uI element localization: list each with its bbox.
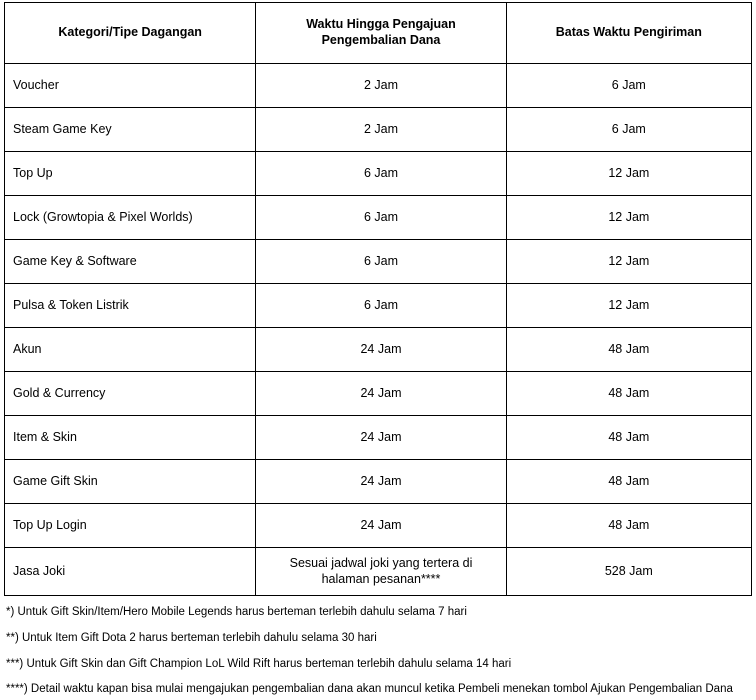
cell-category: Top Up — [5, 152, 256, 196]
footnote-2: **) Untuk Item Gift Dota 2 harus berteman terlebih dahulu selama 30 hari — [6, 631, 377, 644]
cell-refund-window: 2 Jam — [256, 64, 506, 108]
table-row — [5, 240, 752, 284]
table-row — [5, 196, 752, 240]
cell-delivery-deadline: 48 Jam — [506, 504, 751, 548]
cell-delivery-deadline: 48 Jam — [506, 328, 751, 372]
table-row — [5, 504, 752, 548]
footnote-3: ***) Untuk Gift Skin dan Gift Champion LoL Wild Rift harus berteman terlebih dahulu selama 14 hari — [6, 657, 512, 670]
cell-category: Akun — [5, 328, 256, 372]
cell-refund-window: 6 Jam — [256, 240, 506, 284]
cell-refund-window: 2 Jam — [256, 108, 506, 152]
cell-refund-window: Sesuai jadwal joki yang tertera di halaman pesanan**** — [256, 548, 506, 596]
cell-delivery-deadline: 6 Jam — [506, 64, 751, 108]
table-body — [5, 64, 752, 596]
footnote-1: *) Untuk Gift Skin/Item/Hero Mobile Legends harus berteman terlebih dahulu selama 7 hari — [6, 606, 467, 619]
table-row — [5, 152, 752, 196]
cell-category: Game Key & Software — [5, 240, 256, 284]
cell-refund-window: 6 Jam — [256, 152, 506, 196]
cell-delivery-deadline: 48 Jam — [506, 416, 751, 460]
column-header-category: Kategori/Tipe Dagangan — [5, 3, 256, 64]
cell-refund-window: 24 Jam — [256, 416, 506, 460]
cell-category: Lock (Growtopia & Pixel Worlds) — [5, 196, 256, 240]
column-header-refund-window: Waktu Hingga Pengajuan Pengembalian Dana — [256, 3, 506, 64]
table-header-row — [5, 3, 752, 64]
cell-category: Voucher — [5, 64, 256, 108]
table-row — [5, 108, 752, 152]
refund-policy-table — [4, 2, 752, 596]
table-row — [5, 460, 752, 504]
cell-refund-window: 24 Jam — [256, 372, 506, 416]
table-row — [5, 284, 752, 328]
table-row — [5, 548, 752, 596]
refund-policy-document — [0, 2, 756, 700]
column-header-delivery-deadline: Batas Waktu Pengiriman — [506, 3, 751, 64]
cell-delivery-deadline: 528 Jam — [506, 548, 751, 596]
cell-delivery-deadline: 12 Jam — [506, 152, 751, 196]
cell-delivery-deadline: 12 Jam — [506, 196, 751, 240]
cell-category: Jasa Joki — [5, 548, 256, 596]
table-row — [5, 328, 752, 372]
cell-category: Pulsa & Token Listrik — [5, 284, 256, 328]
cell-delivery-deadline: 48 Jam — [506, 460, 751, 504]
footnotes — [6, 604, 746, 698]
cell-category: Game Gift Skin — [5, 460, 256, 504]
cell-delivery-deadline: 12 Jam — [506, 240, 751, 284]
cell-refund-window: 24 Jam — [256, 504, 506, 548]
cell-refund-window: 6 Jam — [256, 196, 506, 240]
footnote-4: ****) Detail waktu kapan bisa mulai mengajukan pengembalian dana akan muncul ketika Pembeli menekan tombol Ajukan Pengembalian Dana — [6, 683, 733, 696]
cell-delivery-deadline: 6 Jam — [506, 108, 751, 152]
table-row — [5, 372, 752, 416]
cell-category: Steam Game Key — [5, 108, 256, 152]
table-row — [5, 64, 752, 108]
cell-category: Item & Skin — [5, 416, 256, 460]
cell-category: Top Up Login — [5, 504, 256, 548]
cell-refund-window: 6 Jam — [256, 284, 506, 328]
cell-delivery-deadline: 48 Jam — [506, 372, 751, 416]
table-header — [5, 3, 752, 64]
cell-refund-window: 24 Jam — [256, 328, 506, 372]
cell-delivery-deadline: 12 Jam — [506, 284, 751, 328]
table-row — [5, 416, 752, 460]
cell-category: Gold & Currency — [5, 372, 256, 416]
cell-refund-window: 24 Jam — [256, 460, 506, 504]
